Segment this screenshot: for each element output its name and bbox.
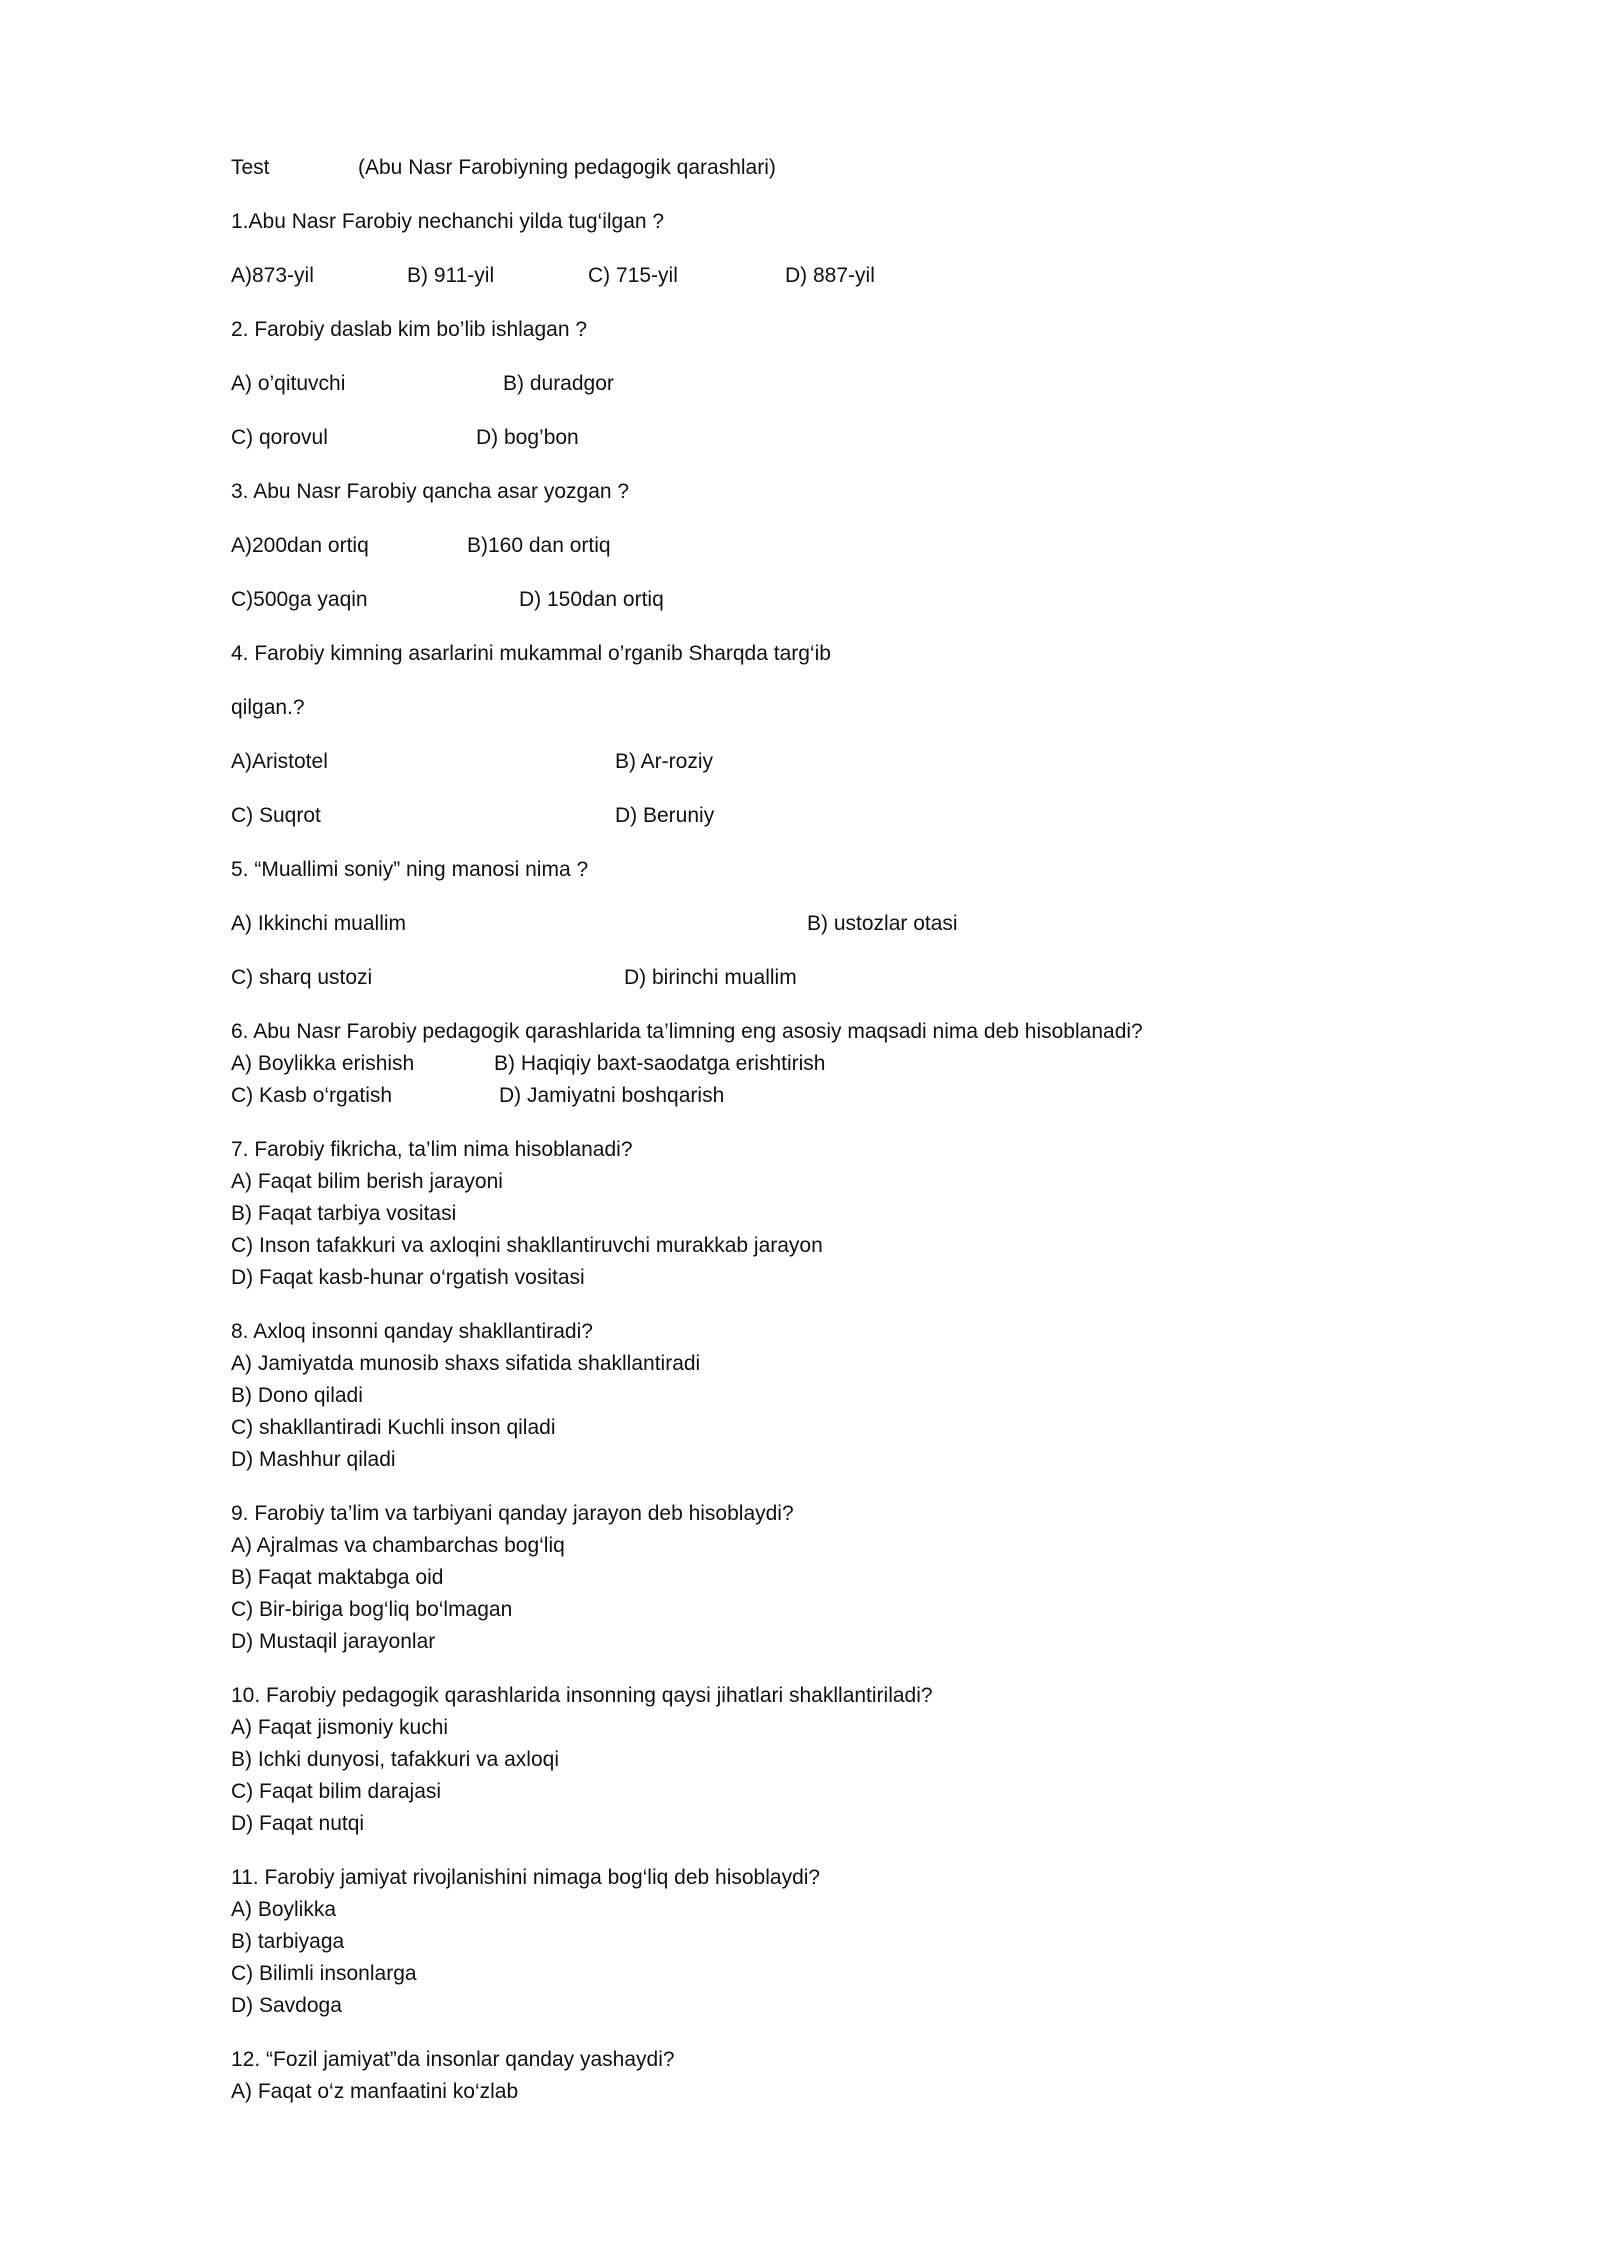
q4-option-c: C) Suqrot bbox=[231, 804, 321, 827]
q9-option-a: A) Ajralmas va chambarchas bog‘liq bbox=[231, 1534, 565, 1557]
q11-option-b: B) tarbiyaga bbox=[231, 1930, 345, 1953]
q5-option-a: A) Ikkinchi muallim bbox=[231, 912, 407, 935]
q3-option-b: B)160 dan ortiq bbox=[467, 534, 611, 557]
q7-option-a: A) Faqat bilim berish jarayoni bbox=[231, 1170, 503, 1193]
q11-option-a: A) Boylikka bbox=[231, 1898, 337, 1921]
q8-option-a: A) Jamiyatda munosib shaxs sifatida shakllantiradi bbox=[231, 1352, 701, 1375]
q5-option-c: C) sharq ustozi bbox=[231, 966, 373, 989]
question-10: 10. Farobiy pedagogik qarashlarida insonning qaysi jihatlari shakllantiriladi? bbox=[231, 1684, 933, 1707]
q3-option-a: A)200dan ortiq bbox=[231, 534, 369, 557]
q8-option-b: B) Dono qiladi bbox=[231, 1384, 363, 1407]
q10-option-d: D) Faqat nutqi bbox=[231, 1812, 365, 1835]
q11-option-d: D) Savdoga bbox=[231, 1994, 342, 2017]
q8-option-d: D) Mashhur qiladi bbox=[231, 1448, 396, 1471]
q1-option-b: B) 911-yil bbox=[407, 264, 495, 287]
q7-option-c: C) Inson tafakkuri va axloqini shakllantiruvchi murakkab jarayon bbox=[231, 1234, 823, 1257]
q6-option-b: B) Haqiqiy baxt-saodatga erishtirish bbox=[494, 1052, 826, 1075]
question-5: 5. “Muallimi soniy” ning manosi nima ? bbox=[231, 858, 589, 881]
q4-option-b: B) Ar-roziy bbox=[615, 750, 714, 773]
q8-option-c: C) shakllantiradi Kuchli inson qiladi bbox=[231, 1416, 556, 1439]
question-12: 12. “Fozil jamiyat”da insonlar qanday yashaydi? bbox=[231, 2048, 675, 2071]
q1-option-c: C) 715-yil bbox=[588, 264, 678, 287]
q5-option-b: B) ustozlar otasi bbox=[807, 912, 958, 935]
question-4-line-2: qilgan.? bbox=[231, 696, 305, 719]
question-9: 9. Farobiy ta’lim va tarbiyani qanday jarayon deb hisoblaydi? bbox=[231, 1502, 794, 1525]
q6-option-c: C) Kasb o‘rgatish bbox=[231, 1084, 393, 1107]
q2-option-c: C) qorovul bbox=[231, 426, 328, 449]
test-label: Test bbox=[231, 156, 270, 179]
q9-option-b: B) Faqat maktabga oid bbox=[231, 1566, 444, 1589]
q9-option-d: D) Mustaqil jarayonlar bbox=[231, 1630, 436, 1653]
question-2: 2. Farobiy daslab kim bo’lib ishlagan ? bbox=[231, 318, 588, 341]
question-8: 8. Axloq insonni qanday shakllantiradi? bbox=[231, 1320, 593, 1343]
question-4-line-1: 4. Farobiy kimning asarlarini mukammal o’rganib Sharqda targ‘ib bbox=[231, 642, 831, 665]
q6-option-d: D) Jamiyatni boshqarish bbox=[499, 1084, 725, 1107]
q10-option-c: C) Faqat bilim darajasi bbox=[231, 1780, 442, 1803]
q7-option-b: B) Faqat tarbiya vositasi bbox=[231, 1202, 457, 1225]
q12-option-a: A) Faqat o‘z manfaatini ko‘zlab bbox=[231, 2080, 519, 2103]
document-title: (Abu Nasr Farobiyning pedagogik qarashlari) bbox=[358, 156, 776, 179]
question-3: 3. Abu Nasr Farobiy qancha asar yozgan ? bbox=[231, 480, 630, 503]
question-6: 6. Abu Nasr Farobiy pedagogik qarashlarida ta’limning eng asosiy maqsadi nima deb hisoblanadi? bbox=[231, 1020, 1143, 1043]
question-11: 11. Farobiy jamiyat rivojlanishini nimaga bog‘liq deb hisoblaydi? bbox=[231, 1866, 821, 1889]
q4-option-a: A)Aristotel bbox=[231, 750, 328, 773]
q1-option-d: D) 887-yil bbox=[785, 264, 875, 287]
q3-option-c: C)500ga yaqin bbox=[231, 588, 368, 611]
q10-option-a: A) Faqat jismoniy kuchi bbox=[231, 1716, 449, 1739]
q9-option-c: C) Bir-biriga bog‘liq bo‘lmagan bbox=[231, 1598, 513, 1621]
q2-option-b: B) duradgor bbox=[503, 372, 614, 395]
question-7: 7. Farobiy fikricha, ta’lim nima hisoblanadi? bbox=[231, 1138, 633, 1161]
q4-option-d: D) Beruniy bbox=[615, 804, 715, 827]
q2-option-d: D) bog’bon bbox=[476, 426, 579, 449]
question-1: 1.Abu Nasr Farobiy nechanchi yilda tug‘ilgan ? bbox=[231, 210, 665, 233]
q10-option-b: B) Ichki dunyosi, tafakkuri va axloqi bbox=[231, 1748, 559, 1771]
q11-option-c: C) Bilimli insonlarga bbox=[231, 1962, 417, 1985]
q6-option-a: A) Boylikka erishish bbox=[231, 1052, 415, 1075]
q2-option-a: A) o’qituvchi bbox=[231, 372, 346, 395]
q7-option-d: D) Faqat kasb-hunar o‘rgatish vositasi bbox=[231, 1266, 585, 1289]
q3-option-d: D) 150dan ortiq bbox=[519, 588, 664, 611]
q1-option-a: A)873-yil bbox=[231, 264, 314, 287]
q5-option-d: D) birinchi muallim bbox=[624, 966, 797, 989]
